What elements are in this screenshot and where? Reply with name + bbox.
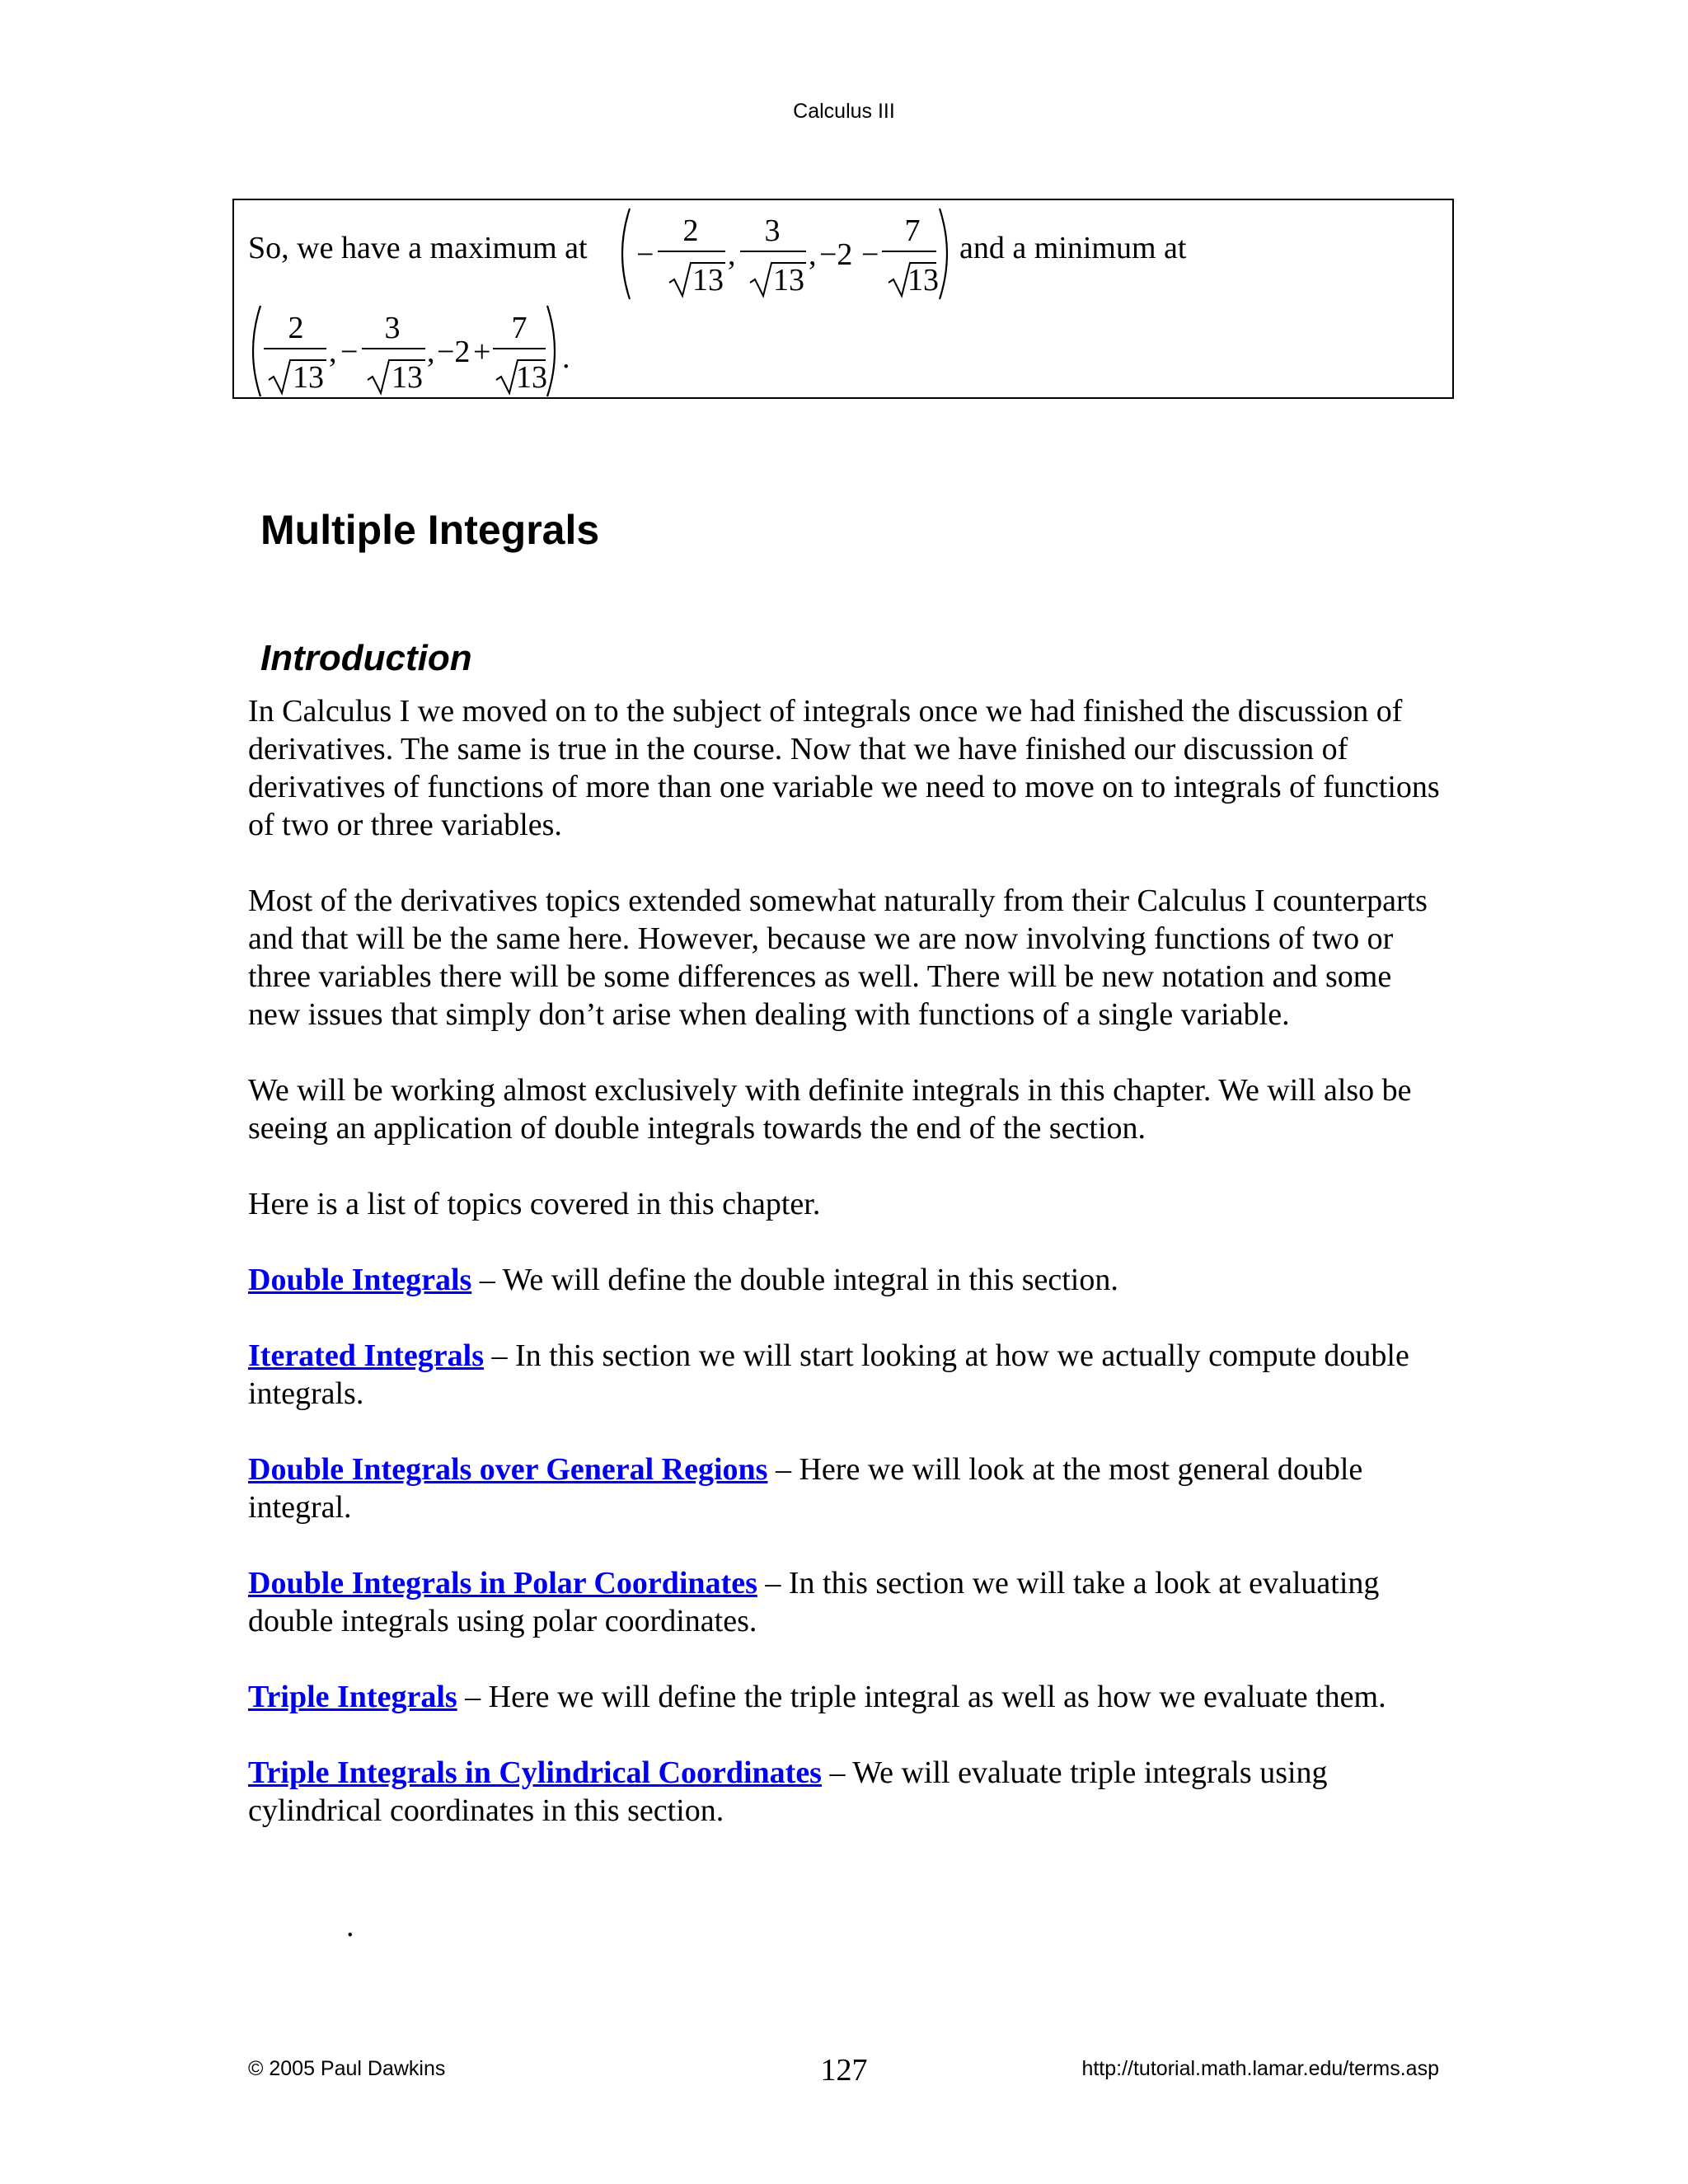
- intro-paragraph: Here is a list of topics covered in this chapter.: [248, 1187, 821, 1221]
- max-x-numerator: 2: [682, 213, 699, 248]
- topic-link-iterated-integrals[interactable]: Iterated Integrals: [248, 1338, 484, 1373]
- topic-description: – We will define the double integral in this section.: [471, 1263, 1118, 1297]
- max-x-sign: −: [636, 237, 654, 272]
- max-z-numerator: 7: [904, 213, 921, 248]
- min-y-numerator: 3: [384, 311, 401, 345]
- svg-text:,: ,: [329, 335, 337, 369]
- max-x-denominator: 13: [692, 263, 724, 298]
- section-title: Introduction: [260, 638, 472, 678]
- topic-description: – In this section we will take a look at evaluating double integrals using polar coordinates.: [248, 1566, 1380, 1638]
- max-z-operator: −: [861, 237, 879, 272]
- min-y-sign: −: [340, 335, 359, 369]
- svg-text:,: ,: [809, 237, 817, 272]
- topic-description: – Here we will define the triple integral as well as how we evaluate them.: [457, 1680, 1386, 1714]
- svg-text:,: ,: [427, 335, 435, 369]
- footer-copyright: © 2005 Paul Dawkins: [248, 2057, 446, 2080]
- intro-paragraph: We will be working almost exclusively with definite integrals in this chapter. We will also be seeing an application of double integrals towards the end of the section.: [248, 1073, 1412, 1146]
- topic-link-triple-integrals[interactable]: Triple Integrals: [248, 1680, 457, 1714]
- topic-item: [248, 1678, 1451, 1716]
- topic-item: [248, 1337, 1451, 1413]
- topic-item: [248, 1564, 1451, 1640]
- svg-text:,: ,: [728, 237, 736, 272]
- footer-page-number: 127: [820, 2053, 868, 2088]
- max-y-denominator: 13: [773, 263, 804, 298]
- topic-description: – Here we will look at the most general double integral.: [248, 1452, 1363, 1525]
- stray-period: .: [346, 1909, 354, 1943]
- min-z-constant: −2: [437, 335, 471, 369]
- result-text-between: and a minimum at: [959, 231, 1187, 265]
- min-y-denominator: 13: [392, 360, 423, 395]
- topic-link-double-integrals-general-regions[interactable]: Double Integrals over General Regions: [248, 1452, 768, 1487]
- topic-link-double-integrals[interactable]: Double Integrals: [248, 1263, 472, 1297]
- max-z-constant: −2: [819, 237, 853, 272]
- intro-paragraph: In Calculus I we moved on to the subject of integrals once we had finished the discussion of derivatives. The same is true in the course. Now that we have finished our discussion of derivatives of functions of more than one variable we need to move on to integrals of functions of two or three variables.: [248, 694, 1440, 842]
- result-text-intro: So, we have a maximum at: [248, 231, 588, 265]
- topic-description: – We will evaluate triple integrals using cylindrical coordinates in this section.: [248, 1755, 1328, 1828]
- topic-item: [248, 1261, 1451, 1299]
- min-x-numerator: 2: [288, 311, 304, 345]
- intro-paragraph: Most of the derivatives topics extended somewhat naturally from their Calculus I counterparts and that will be the same here. However, because we are now involving functions of two or three variables there will be some differences as well. There will be new notation and some new issues that simply don’t arise when dealing with functions of a single variable.: [248, 883, 1428, 1032]
- maximum-point-formula: [612, 205, 958, 302]
- topic-link-double-integrals-polar[interactable]: Double Integrals in Polar Coordinates: [248, 1566, 757, 1601]
- chapter-title: Multiple Integrals: [260, 507, 600, 553]
- topic-item: [248, 1451, 1451, 1526]
- topic-description: – In this section we will start looking at how we actually compute double integrals.: [248, 1338, 1409, 1411]
- topic-link-triple-integrals-cylindrical[interactable]: Triple Integrals in Cylindrical Coordinates: [248, 1755, 822, 1790]
- min-z-denominator: 13: [516, 360, 547, 395]
- max-y-numerator: 3: [764, 213, 781, 248]
- running-header: Calculus III: [793, 100, 895, 123]
- result-text-end: .: [562, 340, 570, 375]
- min-z-numerator: 7: [511, 311, 528, 345]
- minimum-point-formula: [244, 302, 557, 400]
- footer-url: http://tutorial.math.lamar.edu/terms.asp: [1081, 2057, 1439, 2080]
- max-z-denominator: 13: [907, 263, 939, 298]
- chapter-content: [248, 692, 1451, 1868]
- min-x-denominator: 13: [293, 360, 324, 395]
- topic-item: [248, 1754, 1451, 1830]
- result-box: [232, 199, 1454, 399]
- min-z-operator: +: [473, 335, 491, 369]
